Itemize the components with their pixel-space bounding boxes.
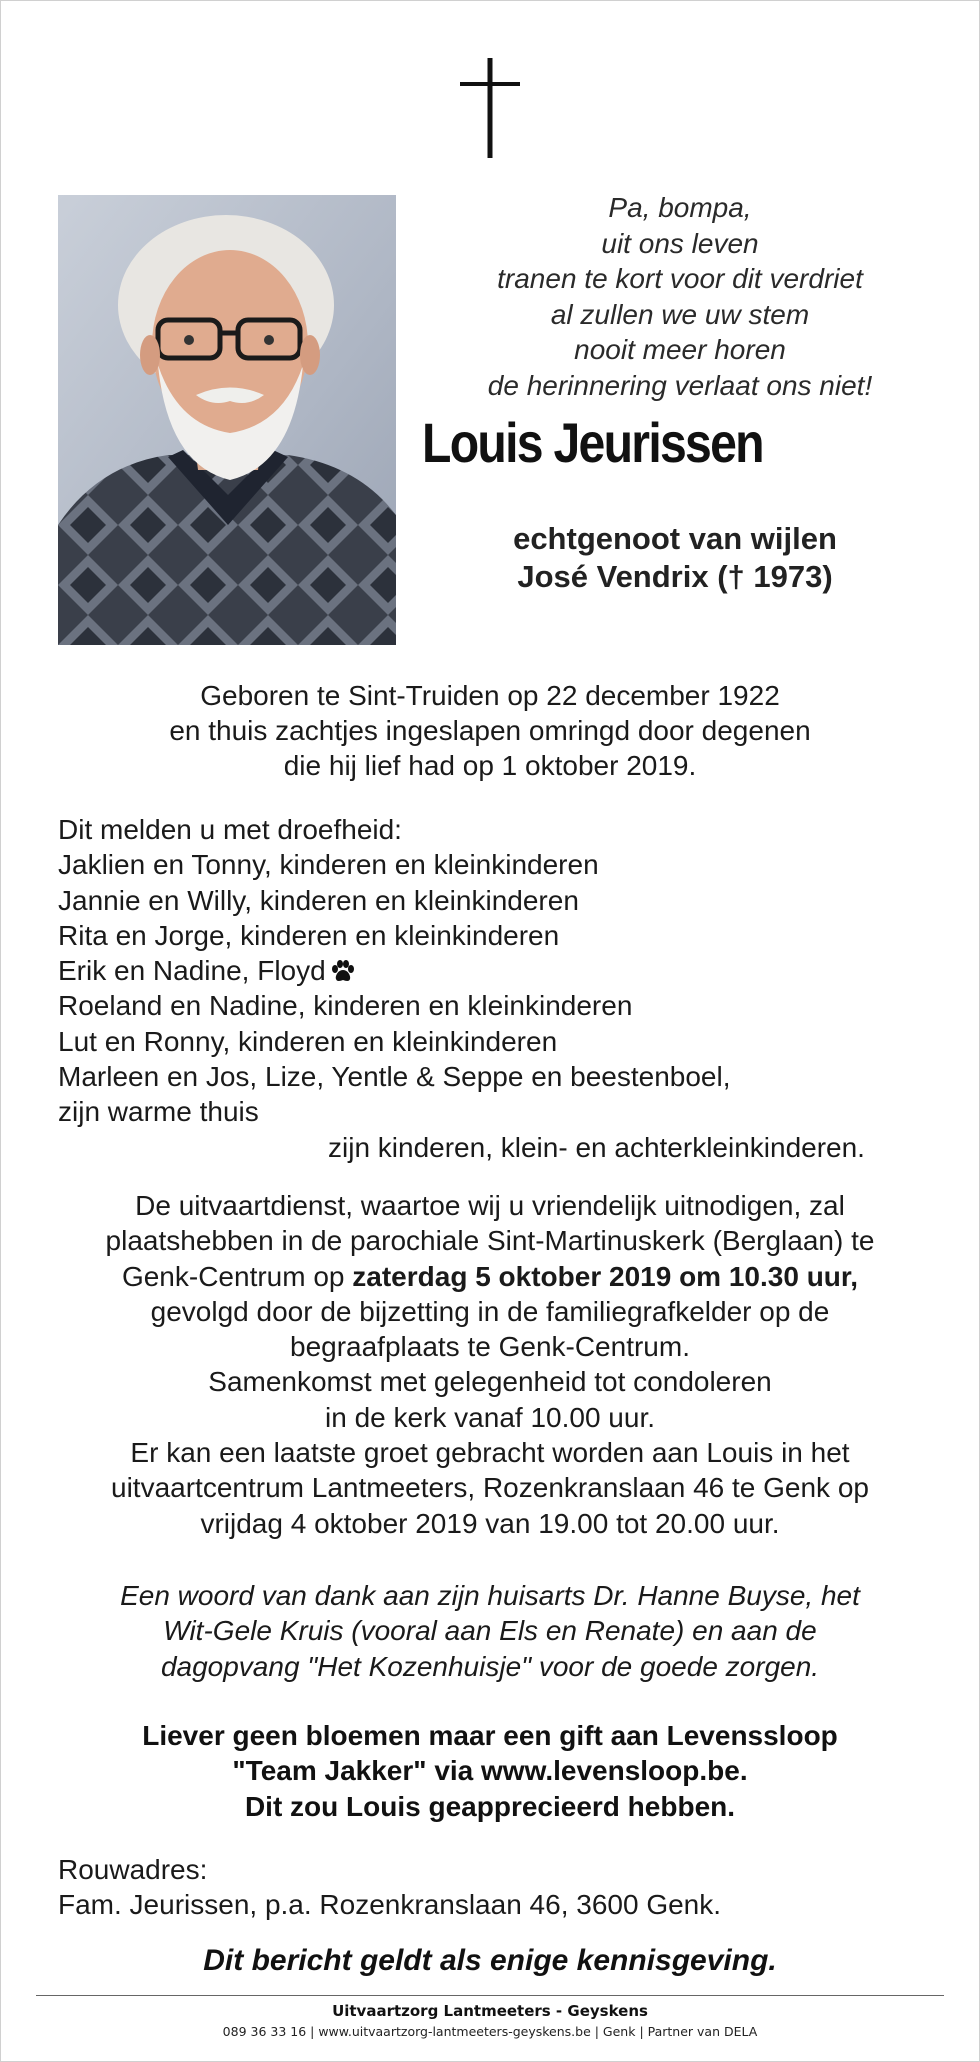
footer-divider xyxy=(36,1995,944,1996)
mourning-address xyxy=(58,1852,938,1923)
service-line: Er kan een laatste groet gebracht worden aan Louis in het xyxy=(130,1437,850,1469)
spouse-line-1: echtgenoot van wijlen xyxy=(513,521,837,556)
family-member: Roeland en Nadine, kinderen en kleinkinderen xyxy=(58,990,633,1022)
service-line: in de kerk vanaf 10.00 uur. xyxy=(325,1401,655,1433)
service-line: plaatshebben in de parochiale Sint-Martinuskerk (Berglaan) te xyxy=(105,1225,875,1257)
service-line-date xyxy=(30,1259,950,1294)
service-line: gevolgd door de bijzetting in de familiegrafkelder op de xyxy=(150,1295,830,1327)
footer-title: Uitvaartzorg Lantmeeters - Geyskens xyxy=(332,2002,648,2020)
family-member: zijn warme thuis xyxy=(58,1096,259,1128)
poem-line: nooit meer horen xyxy=(574,334,786,365)
address-label: Rouwadres: xyxy=(58,1854,208,1885)
service-line: De uitvaartdienst, waartoe wij u vriendelijk uitnodigen, zal xyxy=(135,1190,845,1221)
address-value: Fam. Jeurissen, p.a. Rozenkranslaan 46, 3600 Genk. xyxy=(58,1889,722,1921)
thanks-note xyxy=(30,1578,950,1684)
service-line: begraafplaats te Genk-Centrum. xyxy=(290,1331,690,1363)
paw-icon xyxy=(330,960,356,984)
family-member: Jaklien en Tonny, kinderen en kleinkinderen xyxy=(58,849,599,881)
notice-statement: Dit bericht geldt als enige kennisgeving. xyxy=(203,1944,777,1977)
donation-line: Dit zou Louis geapprecieerd hebben. xyxy=(244,1790,736,1822)
service-line: Samenkomst met gelegenheid tot condoleren xyxy=(208,1366,772,1398)
poem-line: Pa, bompa, xyxy=(608,192,752,223)
family-member: Erik en Nadine, Floyd xyxy=(58,955,326,987)
family-intro: Dit melden u met droefheid: xyxy=(58,814,402,845)
born-line: die hij lief had op 1 oktober 2019. xyxy=(283,750,697,781)
poem xyxy=(420,190,940,403)
born-line: Geboren te Sint-Truiden op 22 december 1922 xyxy=(200,680,780,711)
spouse-line-2: José Vendrix († 1973) xyxy=(517,559,833,594)
family-member-with-pet xyxy=(58,953,938,988)
funeral-service-info xyxy=(30,1188,950,1541)
service-line: vrijdag 4 oktober 2019 van 19.00 tot 20.00 uur. xyxy=(200,1507,780,1539)
birth-death-info xyxy=(40,678,940,783)
family-member: Rita en Jorge, kinderen en kleinkinderen xyxy=(58,919,560,951)
donation-line: Liever geen bloemen maar een gift aan Levenssloop xyxy=(142,1720,838,1751)
thanks-line: Wit-Gele Kruis (vooral aan Els en Renate) en aan de xyxy=(163,1615,817,1647)
portrait-photo xyxy=(58,195,396,645)
thanks-line: dagopvang "Het Kozenhuisje" voor de goede zorgen. xyxy=(160,1650,820,1682)
cross-icon xyxy=(460,58,520,158)
family-signature: zijn kinderen, klein- en achterkleinkinderen. xyxy=(328,1131,865,1163)
service-line: uitvaartcentrum Lantmeeters, Rozenkranslaan 46 te Genk op xyxy=(111,1472,869,1504)
deceased-name: Louis Jeurissen xyxy=(422,411,763,474)
spouse-info xyxy=(455,520,895,596)
poem-line: al zullen we uw stem xyxy=(550,298,810,330)
poem-line: de herinnering verlaat ons niet! xyxy=(487,369,873,401)
poem-line: uit ons leven xyxy=(601,227,759,259)
thanks-line: Een woord van dank aan zijn huisarts Dr. Hanne Buyse, het xyxy=(120,1580,860,1611)
footer-contact: 089 36 33 16 | www.uitvaartzorg-lantmeeters-geyskens.be | Genk | Partner van DELA xyxy=(222,2024,758,2039)
donation-request xyxy=(30,1718,950,1824)
donation-line: "Team Jakker" via www.levensloop.be. xyxy=(232,1755,748,1787)
family-member: Lut en Ronny, kinderen en kleinkinderen xyxy=(58,1025,558,1057)
family-list xyxy=(58,812,938,1165)
family-member: Jannie en Willy, kinderen en kleinkinderen xyxy=(58,884,579,916)
family-member: Marleen en Jos, Lize, Yentle & Seppe en beestenboel, xyxy=(58,1061,731,1093)
service-line-prefix: Genk-Centrum op xyxy=(121,1260,353,1292)
service-date: zaterdag 5 oktober 2019 om 10.30 uur, xyxy=(352,1260,859,1292)
poem-line: tranen te kort voor dit verdriet xyxy=(497,263,863,294)
portrait-illustration xyxy=(58,195,396,645)
born-line: en thuis zachtjes ingeslapen omringd door degenen xyxy=(169,715,811,746)
